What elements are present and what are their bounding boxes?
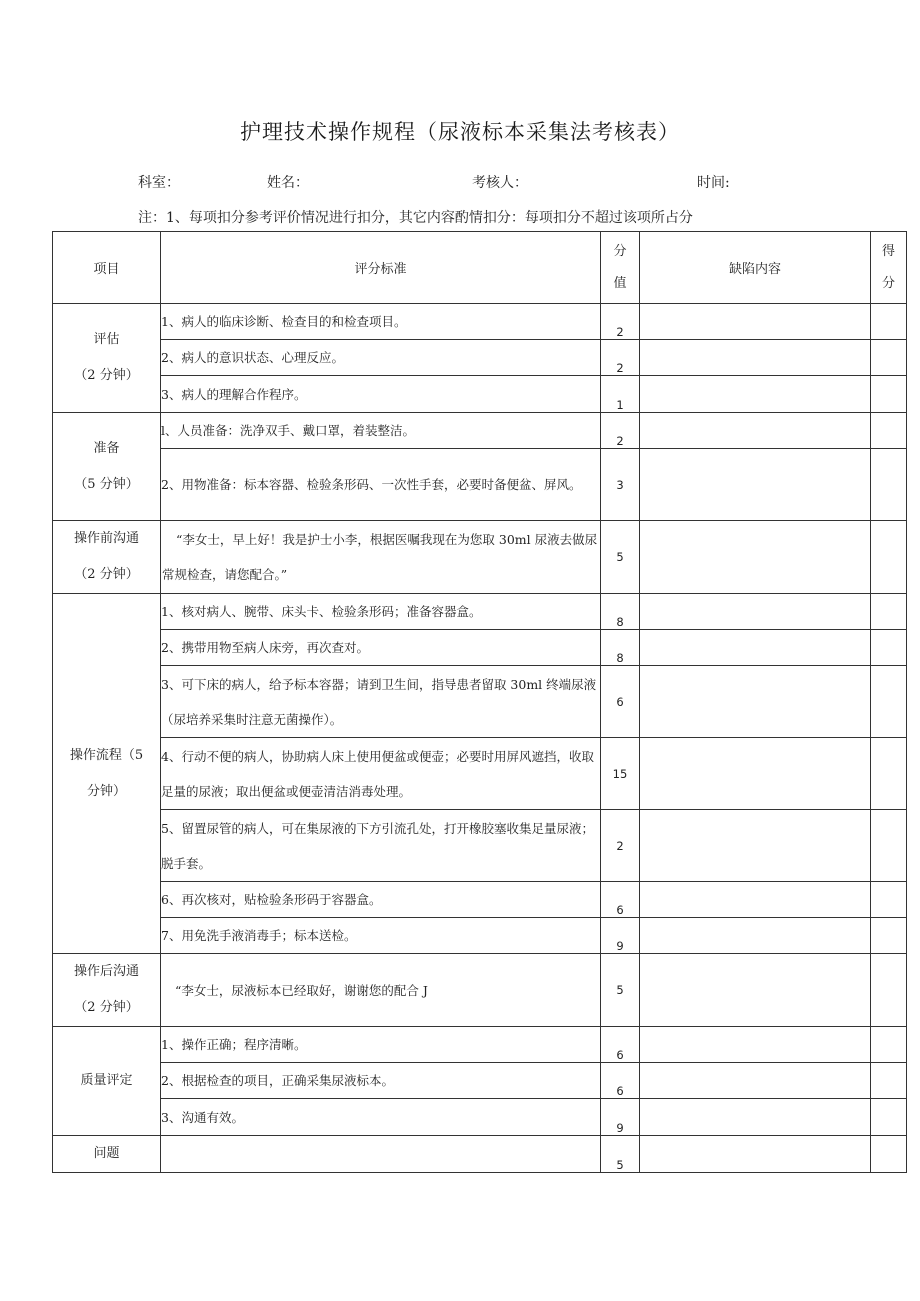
score-value: 9 xyxy=(601,918,640,954)
section-duration: （2 分钟） xyxy=(74,368,139,383)
score-value: 2 xyxy=(601,304,640,340)
section-name: 准备 xyxy=(93,440,120,456)
table-row xyxy=(53,810,907,882)
score-value: 9 xyxy=(601,1099,640,1136)
header-item: 项目 xyxy=(53,232,161,304)
got-cell[interactable] xyxy=(871,810,907,882)
section-name: 操作流程（5 xyxy=(69,747,144,763)
defect-cell[interactable] xyxy=(640,1063,871,1099)
criteria-text: “李女士，早上好！我是护士小李，根据医嘱我现在为您取 30ml 尿液去做尿常规检查，请您配合。” xyxy=(161,521,601,594)
table-row xyxy=(53,594,907,630)
defect-cell[interactable] xyxy=(640,1136,871,1173)
defect-cell[interactable] xyxy=(640,810,871,882)
defect-cell[interactable] xyxy=(640,1099,871,1136)
section-quality xyxy=(53,1027,161,1136)
department-label: 科室： xyxy=(138,175,180,191)
table-row xyxy=(53,630,907,666)
section-name: 评估 xyxy=(93,332,120,347)
defect-cell[interactable] xyxy=(640,1027,871,1063)
got-cell[interactable] xyxy=(871,594,907,630)
defect-cell[interactable] xyxy=(640,521,871,594)
defect-cell[interactable] xyxy=(640,594,871,630)
score-value: 6 xyxy=(601,882,640,918)
criteria-text: 6、再次核对，贴检验条形码于容器盒。 xyxy=(161,882,601,918)
criteria-text: 3、病人的理解合作程序。 xyxy=(161,376,601,413)
got-cell[interactable] xyxy=(871,1136,907,1173)
header-defects: 缺陷内容 xyxy=(640,232,871,304)
table-row xyxy=(53,340,907,376)
defect-cell[interactable] xyxy=(640,738,871,810)
table-row xyxy=(53,918,907,954)
header-got-line2: 分 xyxy=(881,275,895,291)
got-cell[interactable] xyxy=(871,1099,907,1136)
defect-cell[interactable] xyxy=(640,304,871,340)
examiner-label: 考核人： xyxy=(472,175,528,191)
criteria-text: 5、留置尿管的病人，可在集尿液的下方引流孔处，打开橡胶塞收集足量尿液；脱手套。 xyxy=(161,810,601,882)
got-cell[interactable] xyxy=(871,666,907,738)
defect-cell[interactable] xyxy=(640,666,871,738)
criteria-text: 3、可下床的病人，给予标本容器；请到卫生间，指导患者留取 30ml 终端尿液（尿培养采集时注意无菌操作）。 xyxy=(161,666,601,738)
defect-cell[interactable] xyxy=(640,630,871,666)
got-cell[interactable] xyxy=(871,630,907,666)
criteria-text[interactable] xyxy=(161,1136,601,1173)
section-name: 质量评定 xyxy=(80,1073,133,1088)
table-row xyxy=(53,738,907,810)
criteria-text: 1、病人的临床诊断、检查目的和检查项目。 xyxy=(161,304,601,340)
scoring-note: 注：1、每项扣分参考评价情况进行扣分，其它内容酌情扣分：每项扣分不超过该项所占分 xyxy=(138,210,693,226)
section-duration: （2 分钟） xyxy=(74,1000,139,1015)
score-value: 2 xyxy=(601,810,640,882)
table-row xyxy=(53,1027,907,1063)
name-label: 姓名： xyxy=(267,175,309,191)
got-cell[interactable] xyxy=(871,376,907,413)
score-value: 6 xyxy=(601,666,640,738)
score-value: 5 xyxy=(601,954,640,1027)
criteria-text: “李女士，尿液标本已经取好，谢谢您的配合 J xyxy=(161,954,601,1027)
time-label: 时间: xyxy=(697,175,730,191)
section-duration: 分钟） xyxy=(86,783,126,799)
criteria-text: 7、用免洗手液消毒手；标本送检。 xyxy=(161,918,601,954)
criteria-text: l、人员准备：洗净双手、戴口罩，着装整洁。 xyxy=(161,413,601,449)
defect-cell[interactable] xyxy=(640,954,871,1027)
header-score xyxy=(601,232,640,304)
assessment-table xyxy=(52,231,907,1173)
defect-cell[interactable] xyxy=(640,449,871,521)
got-cell[interactable] xyxy=(871,1027,907,1063)
section-questions xyxy=(53,1136,161,1173)
table-row xyxy=(53,666,907,738)
got-cell[interactable] xyxy=(871,1063,907,1099)
section-procedure xyxy=(53,594,161,954)
got-cell[interactable] xyxy=(871,449,907,521)
criteria-text: 1、核对病人、腕带、床头卡、检验条形码；准备容器盒。 xyxy=(161,594,601,630)
criteria-text: 4、行动不便的病人，协助病人床上使用便盆或便壶；必要时用屏风遮挡，收取足量的尿液；取出便盆或便壶清洁消毒处理。 xyxy=(161,738,601,810)
score-value: 5 xyxy=(601,1136,640,1173)
header-criteria: 评分标准 xyxy=(161,232,601,304)
got-cell[interactable] xyxy=(871,304,907,340)
score-value: 5 xyxy=(601,521,640,594)
page-title: 护理技术操作规程（尿液标本采集法考核表） xyxy=(240,120,680,144)
table-header-row xyxy=(53,232,907,304)
header-score-line1: 分 xyxy=(613,243,627,259)
got-cell[interactable] xyxy=(871,413,907,449)
criteria-text: 3、沟通有效。 xyxy=(161,1099,601,1136)
score-value: 6 xyxy=(601,1063,640,1099)
table-row xyxy=(53,954,907,1027)
got-cell[interactable] xyxy=(871,738,907,810)
section-duration: （2 分钟） xyxy=(74,567,139,582)
table-row xyxy=(53,449,907,521)
section-name: 操作前沟通 xyxy=(73,531,139,546)
table-row xyxy=(53,1136,907,1173)
table-row xyxy=(53,376,907,413)
section-assessment xyxy=(53,304,161,413)
got-cell[interactable] xyxy=(871,954,907,1027)
got-cell[interactable] xyxy=(871,521,907,594)
table-row xyxy=(53,882,907,918)
section-name: 问题 xyxy=(93,1146,120,1161)
score-value: 2 xyxy=(601,413,640,449)
table-row xyxy=(53,304,907,340)
defect-cell[interactable] xyxy=(640,376,871,413)
header-got xyxy=(871,232,907,304)
section-duration: （5 分钟） xyxy=(74,476,139,492)
section-name: 操作后沟通 xyxy=(73,964,139,979)
criteria-text: 2、根据检查的项目，正确采集尿液标本。 xyxy=(161,1063,601,1099)
score-value: 3 xyxy=(601,449,640,521)
got-cell[interactable] xyxy=(871,918,907,954)
criteria-text: 1、操作正确；程序清晰。 xyxy=(161,1027,601,1063)
score-value: 2 xyxy=(601,340,640,376)
table-row xyxy=(53,521,907,594)
got-cell[interactable] xyxy=(871,882,907,918)
table-row xyxy=(53,1099,907,1136)
got-cell[interactable] xyxy=(871,340,907,376)
table-row xyxy=(53,413,907,449)
defect-cell[interactable] xyxy=(640,413,871,449)
table-row xyxy=(53,1063,907,1099)
score-value: 1 xyxy=(601,376,640,413)
score-value: 6 xyxy=(601,1027,640,1063)
section-post-communication xyxy=(53,954,161,1027)
score-value: 8 xyxy=(601,630,640,666)
criteria-text: 2、用物准备：标本容器、检验条形码、一次性手套，必要时备便盆、屏风。 xyxy=(161,449,601,521)
score-value: 15 xyxy=(601,738,640,810)
score-value: 8 xyxy=(601,594,640,630)
defect-cell[interactable] xyxy=(640,882,871,918)
section-preparation xyxy=(53,413,161,521)
defect-cell[interactable] xyxy=(640,918,871,954)
defect-cell[interactable] xyxy=(640,340,871,376)
section-pre-communication xyxy=(53,521,161,594)
header-score-line2: 值 xyxy=(613,275,627,291)
criteria-text: 2、携带用物至病人床旁，再次查对。 xyxy=(161,630,601,666)
criteria-text: 2、病人的意识状态、心理反应。 xyxy=(161,340,601,376)
header-got-line1: 得 xyxy=(881,243,895,259)
